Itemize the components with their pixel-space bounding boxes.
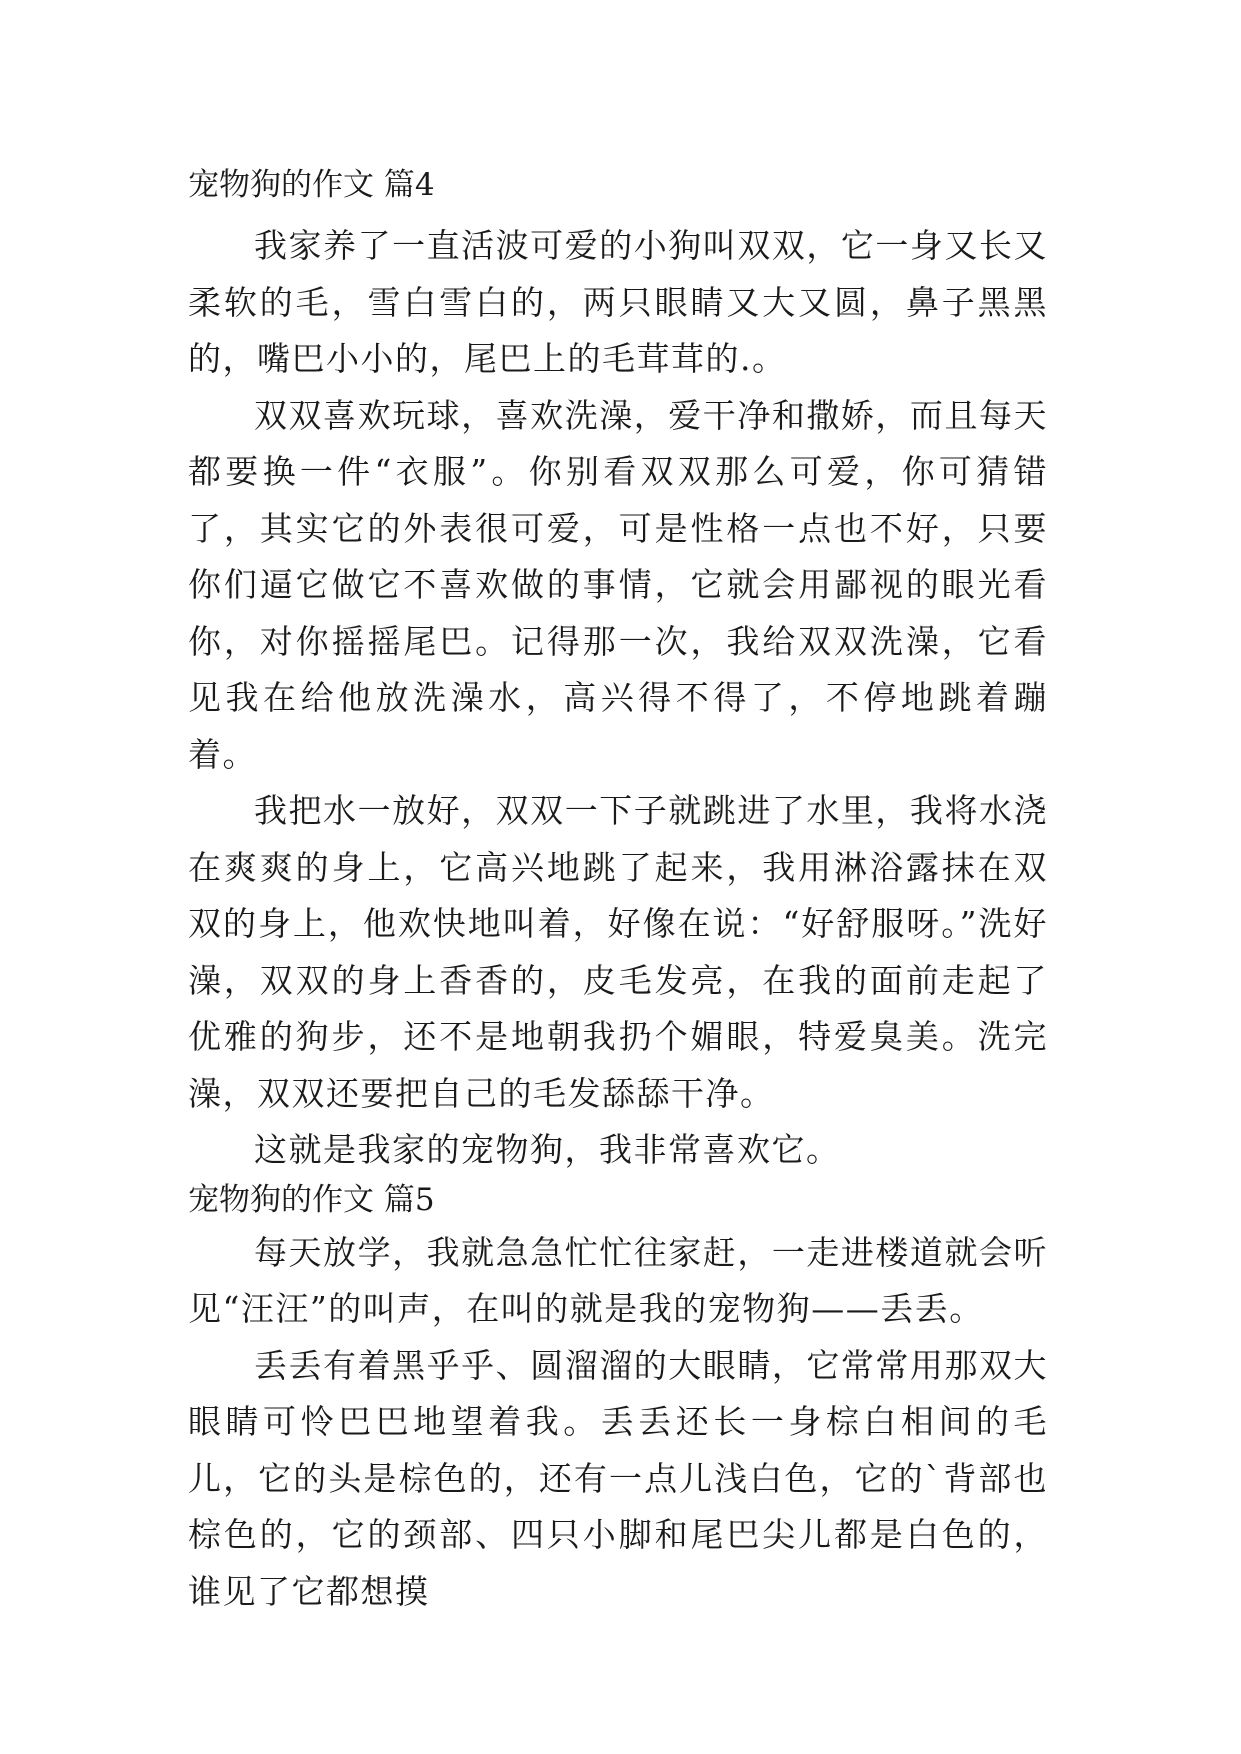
- essay-section-5: [188, 1175, 1048, 1621]
- paragraph: 丢丢有着黑乎乎、圆溜溜的大眼睛，它常常用那双大眼睛可怜巴巴地望着我。丢丢还长一身棕白相间的毛儿，它的头是棕色的，还有一点儿浅白色，它的`背部也棕色的，它的颈部、四只小脚和尾巴尖儿都是白色的，谁见了它都想摸: [188, 1345, 1048, 1611]
- paragraph: 我家养了一直活波可爱的小狗叫双双，它一身又长又柔软的毛，雪白雪白的，两只眼睛又大又圆，鼻子黑黑的，嘴巴小小的，尾巴上的毛茸茸的.。: [188, 226, 1048, 378]
- essay-section-4: [188, 160, 1048, 1179]
- section-title: 宠物狗的作文 篇4: [188, 167, 435, 203]
- section-title: 宠物狗的作文 篇5: [188, 1181, 435, 1218]
- paragraph: 每天放学，我就急急忙忙往家赶，一走进楼道就会听见“汪汪”的叫声，在叫的就是我的宠物狗——丢丢。: [188, 1232, 1048, 1328]
- document-page: [188, 160, 1048, 1620]
- paragraph: 这就是我家的宠物狗，我非常喜欢它。: [254, 1130, 841, 1169]
- paragraph: 我把水一放好，双双一下子就跳进了水里，我将水浇在爽爽的身上，它高兴地跳了起来，我用淋浴露抹在双双的身上，他欢快地叫着，好像在说：“好舒服呀。”洗好澡，双双的身上香香的，皮毛发亮，在我的面前走起了优雅的狗步，还不是地朝我扔个媚眼，特爱臭美。洗完澡，双双还要把自己的毛发舔舔干净。: [188, 791, 1048, 1113]
- paragraph: 双双喜欢玩球，喜欢洗澡，爱干净和撒娇，而且每天都要换一件“衣服”。你别看双双那么可爱，你可猜错了，其实它的外表很可爱，可是性格一点也不好，只要你们逼它做它不喜欢做的事情，它就会用鄙视的眼光看你，对你摇摇尾巴。记得那一次，我给双双洗澡，它看见我在给他放洗澡水，高兴得不得了，不停地跳着蹦着。: [188, 395, 1048, 774]
